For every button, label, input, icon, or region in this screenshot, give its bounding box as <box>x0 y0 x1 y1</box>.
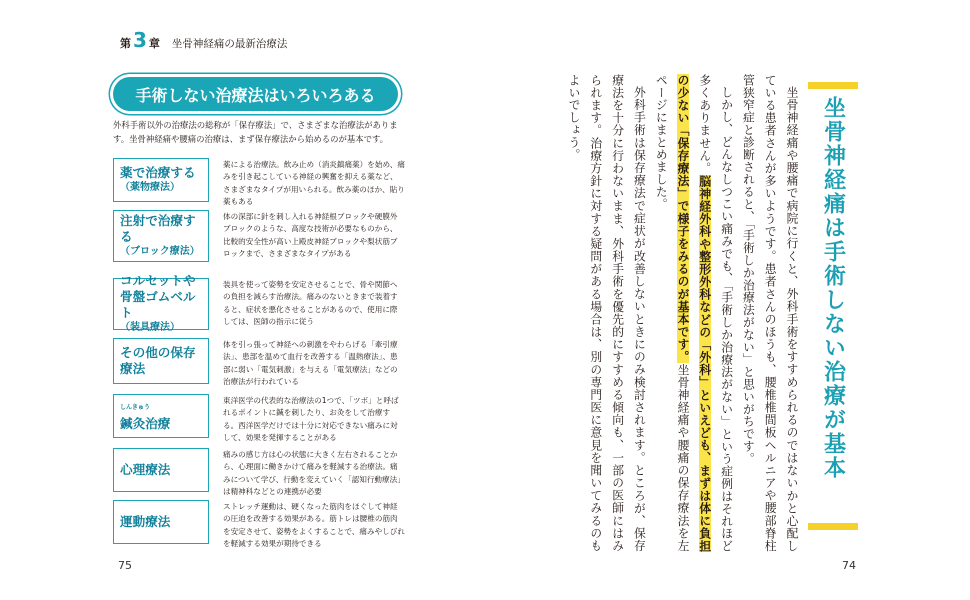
chapter-number: 3 <box>133 28 147 52</box>
therapy-row <box>113 338 405 384</box>
chapter-suffix: 章 <box>148 37 160 50</box>
therapy-description: 薬による治療法。飲み止め（消炎鎮痛薬）を始め、痛みを引き起こしている神経の興奮を抑える薬など、さまざまなタイプが用いられる。飲み薬のほか、貼り薬もある <box>223 160 405 206</box>
paragraph <box>649 74 736 552</box>
chapter-header <box>120 30 287 51</box>
therapy-row <box>113 448 405 496</box>
therapy-label <box>113 158 209 202</box>
therapy-subname: （ブロック療法） <box>120 246 200 257</box>
therapy-description: 体を引っ張って神経への刺激をやわらげる「牽引療法」、患部を温めて血行を改善する「温熱療法」、患部に弱い「電気刺激」を与える「電気療法」などの治療法が行われている <box>223 340 398 386</box>
therapy-description: ストレッチ運動は、硬くなった筋肉をほぐして神経の圧迫を改善する効果がある。筋トレは腰椎の筋肉を安定させて、姿勢をよくすることで、痛みやしびれを軽減する効果が期待できる <box>223 502 405 548</box>
therapy-row <box>113 158 405 206</box>
title-accent-bar-top <box>808 82 858 89</box>
therapy-label <box>113 448 209 492</box>
page-number-right: 74 <box>842 559 856 572</box>
highlighted-text: 脳神経外科や整形外科などの「外科」といえども、まずは体に負担の少ない「保存療法」で様子をみるのが基本です。 <box>676 74 712 552</box>
therapy-description: 東洋医学の代表的な治療法の1つで、「ツボ」と呼ばれるポイントに鍼を刺したり、お灸をして治療する。西洋医学だけでは十分に対応できない痛みに対して、効果を発揮することがある <box>223 396 399 442</box>
therapy-description: 装具を使って姿勢を安定させることで、骨や関節への負担を減らす治療法。痛みのないときまで装着すると、症状を悪化させることがあるので、使用に際しては、医師の指示に従う <box>223 280 398 326</box>
therapy-name: 薬で治療する <box>120 165 196 180</box>
therapy-row <box>113 500 405 548</box>
therapy-label <box>113 338 209 384</box>
therapy-name: その他の保存療法 <box>120 345 196 376</box>
therapy-subname: （薬物療法） <box>120 182 180 193</box>
vertical-title: 坐骨神経痛は手術しない治療が基本 <box>820 96 846 480</box>
paragraph-text: 坐骨神経痛や腰痛の保存療法を左ページにまとめました。 <box>654 74 691 553</box>
right-page-body <box>560 74 802 552</box>
therapy-subname: （装具療法） <box>120 322 180 333</box>
therapy-label <box>113 394 209 438</box>
therapy-row <box>113 273 405 333</box>
page-number-left: 75 <box>118 559 132 572</box>
therapy-name: コルセットや骨盤ゴムベルト <box>120 273 196 320</box>
chapter-prefix: 第 <box>120 37 131 50</box>
chapter-title: 坐骨神経痛の最新治療法 <box>171 38 288 50</box>
therapy-name: 鍼灸治療 <box>120 416 171 431</box>
therapy-label <box>113 210 209 262</box>
therapy-description: 体の深部に針を刺し入れる神経根ブロックや硬膜外ブロックのような、高度な技術が必要なものから、比較的安全性が高い上殿皮神経ブロックや梨状筋ブロックまで、さまざまなタイプがある <box>223 212 398 258</box>
therapy-name: 注射で治療する <box>120 213 196 244</box>
title-accent-bar-bottom <box>808 523 858 530</box>
therapy-label <box>113 500 209 544</box>
therapy-ruby: しんきゅう <box>120 404 151 411</box>
section-title-banner: 手術しない治療法はいろいろある <box>113 77 398 111</box>
therapy-row <box>113 210 405 262</box>
therapy-name: 心理療法 <box>120 462 171 477</box>
therapy-label <box>113 273 209 333</box>
therapy-name: 運動療法 <box>120 514 171 529</box>
paragraph: 坐骨神経痛や腰痛で病院に行くと、外科手術をすすめられるのではないかと心配している患者さんが多いようです。患者さんのほうも、腰椎椎間板ヘルニアや腰部脊柱管狭窄症と診断されると、「手術しか治療法がない」と思いがちです。 <box>741 74 799 552</box>
therapy-row <box>113 394 405 442</box>
paragraph-text: しかし、どんなしつこい痛みでも、「手術しか治療法がない」という症例はそれほど多くありません。 <box>697 74 734 552</box>
therapy-description: 痛みの感じ方は心の状態に大きく左右されることから、心理面に働きかけて痛みを軽減する治療法。痛みについて学び、行動を変えていく「認知行動療法」は精神科などとの連携が必要 <box>223 450 405 496</box>
right-page-title <box>808 82 858 530</box>
paragraph: 外科手術は保存療法で症状が改善しないときにのみ検討されます。ところが、保存療法を十分に行わないまま、外科手術を優先的にすすめる傾向も、一部の医師にはみられます。治療方針に対する疑問がある場合は、別の専門医に意見を聞いてみるのもよいでしょう。 <box>567 74 647 552</box>
intro-text: 外科手術以外の治療法の総称が「保存療法」で、さまざまな治療法があります。坐骨神経痛や腰痛の治療は、まず保存療法から始めるのが基本です。 <box>113 120 398 144</box>
